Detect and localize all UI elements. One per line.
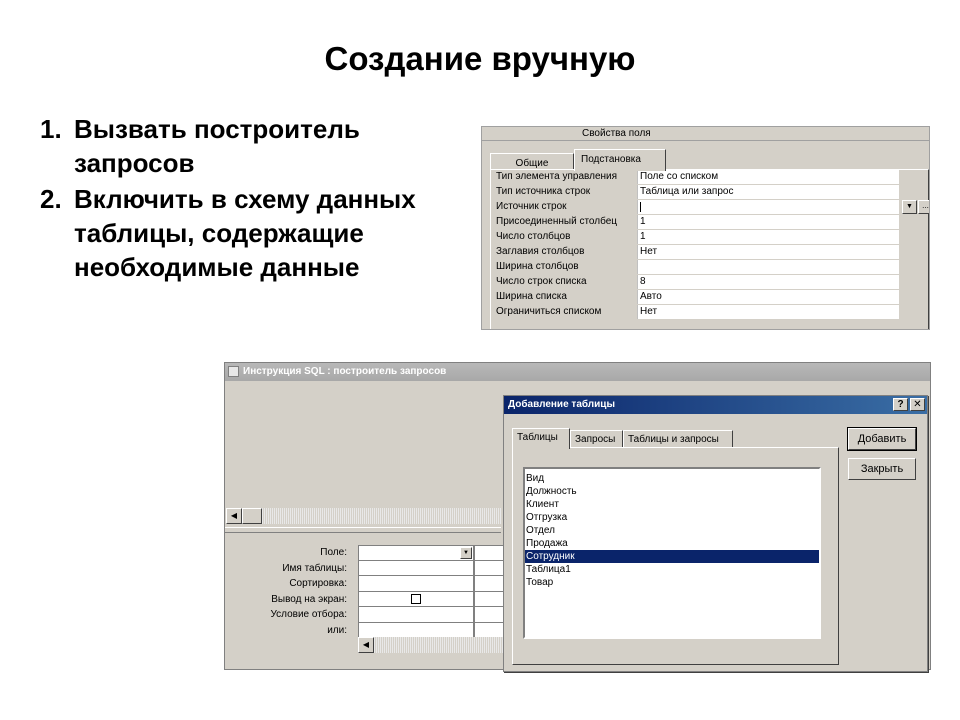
field-properties-panel [481,126,930,330]
grid-scrollbar[interactable] [358,637,504,653]
property-label: Присоединенный столбец [491,215,637,229]
pane-splitter[interactable] [225,527,501,533]
show-checkbox[interactable] [411,594,421,604]
query-builder-title: Инструкция SQL : построитель запросов [243,366,447,377]
property-value[interactable]: Поле со списком [637,170,899,184]
or-cell[interactable] [358,623,474,639]
property-label: Тип элемента управления [491,170,637,184]
tab-lookup[interactable]: Подстановка [574,149,666,171]
criteria-cell[interactable] [358,607,474,623]
grid-label-sort: Сортировка: [289,578,347,589]
property-row [491,275,928,290]
titlebar-buttons [893,398,925,411]
property-label: Число столбцов [491,230,637,244]
table-pane-scrollbar[interactable] [226,508,502,524]
grid-label-table: Имя таблицы: [282,562,347,574]
window-icon [228,366,239,377]
property-value[interactable]: 1 [637,230,899,244]
property-row [491,245,928,260]
property-label: Заглавия столбцов [491,245,637,259]
property-label: Ширина списка [491,290,637,304]
list-item[interactable]: Отгрузка [526,512,568,523]
close-button[interactable]: Закрыть [848,458,916,480]
property-row [491,200,928,215]
design-grid-column [358,545,474,638]
add-table-titlebar[interactable] [504,396,927,414]
list-item[interactable]: Должность [526,486,577,497]
property-label: Источник строк [491,200,637,214]
list-item[interactable]: Товар [526,577,554,588]
property-label: Тип источника строк [491,185,637,199]
sort-cell[interactable] [474,576,504,592]
property-row [491,185,928,200]
property-row [491,305,928,320]
property-value[interactable]: 1 [637,215,899,229]
tab-queries[interactable]: Запросы [570,430,623,448]
step-number: 1. [40,114,62,144]
field-cell[interactable] [358,545,474,561]
field-cell[interactable] [474,545,504,561]
grid-label-or: или: [327,624,347,636]
design-grid-column-2 [474,545,504,638]
table-cell[interactable] [358,561,474,577]
list-item-selected[interactable]: Сотрудник [525,550,819,563]
property-row [491,260,928,275]
property-row [491,290,928,305]
property-value[interactable] [637,260,899,274]
add-button[interactable]: Добавить [848,428,916,450]
property-value[interactable]: Авто [637,290,899,304]
design-grid-labels [225,545,353,638]
list-item[interactable]: Таблица1 [526,564,571,575]
or-cell[interactable] [474,623,504,639]
field-properties-title: Свойства поля [482,127,929,141]
property-value[interactable]: 8 [637,275,899,289]
field-properties-grid [490,169,929,330]
criteria-cell[interactable] [474,607,504,623]
close-icon[interactable]: ✕ [910,398,925,411]
table-list[interactable] [523,467,821,639]
chevron-down-icon[interactable]: ▼ [460,547,472,559]
property-label: Ширина столбцов [491,260,637,274]
step-2 [40,182,440,284]
show-cell[interactable] [474,592,504,608]
row-source-input[interactable] [637,200,929,214]
grid-label-field: Поле: [320,547,347,558]
grid-label-show: Вывод на экран: [271,593,347,605]
sort-cell[interactable] [358,576,474,592]
step-1 [40,112,440,180]
step-number: 2. [40,184,62,214]
steps-list [40,112,440,286]
property-value[interactable]: Таблица или запрос [637,185,899,199]
property-row [491,230,928,245]
step-text: Вызвать построитель запросов [74,114,360,178]
chevron-down-icon[interactable]: ▼ [902,200,917,214]
step-text: Включить в схему данных таблицы, содержащие необходимые данные [74,184,416,282]
add-table-tab-panel [512,447,839,665]
grid-label-criteria: Условие отбора: [270,609,347,620]
tab-general[interactable]: Общие [490,153,574,173]
add-table-dialog [503,395,928,672]
property-value[interactable]: Нет [637,245,899,259]
tab-tables[interactable]: Таблицы [512,428,570,449]
list-item[interactable]: Вид [526,473,545,484]
table-cell[interactable] [474,561,504,577]
list-item[interactable]: Отдел [526,525,555,536]
scroll-left-icon[interactable]: ◀ [226,508,242,524]
list-item[interactable]: Клиент [526,499,559,510]
slide-title: Создание вручную [324,40,636,77]
help-icon[interactable]: ? [893,398,908,411]
add-table-title: Добавление таблицы [508,399,615,410]
build-button[interactable]: ... [918,200,930,214]
property-label: Число строк списка [491,275,637,289]
show-cell [358,592,474,608]
property-row [491,215,928,230]
list-item[interactable]: Продажа [526,538,568,549]
property-label: Ограничиться списком [491,305,637,319]
scroll-left-icon[interactable]: ◀ [358,637,374,653]
property-value[interactable]: Нет [637,305,899,319]
scroll-thumb[interactable] [242,508,262,524]
property-row [491,170,928,185]
table-pane[interactable] [226,382,502,516]
tab-tables-and-queries[interactable]: Таблицы и запросы [623,430,733,448]
query-builder-titlebar[interactable] [225,363,930,381]
